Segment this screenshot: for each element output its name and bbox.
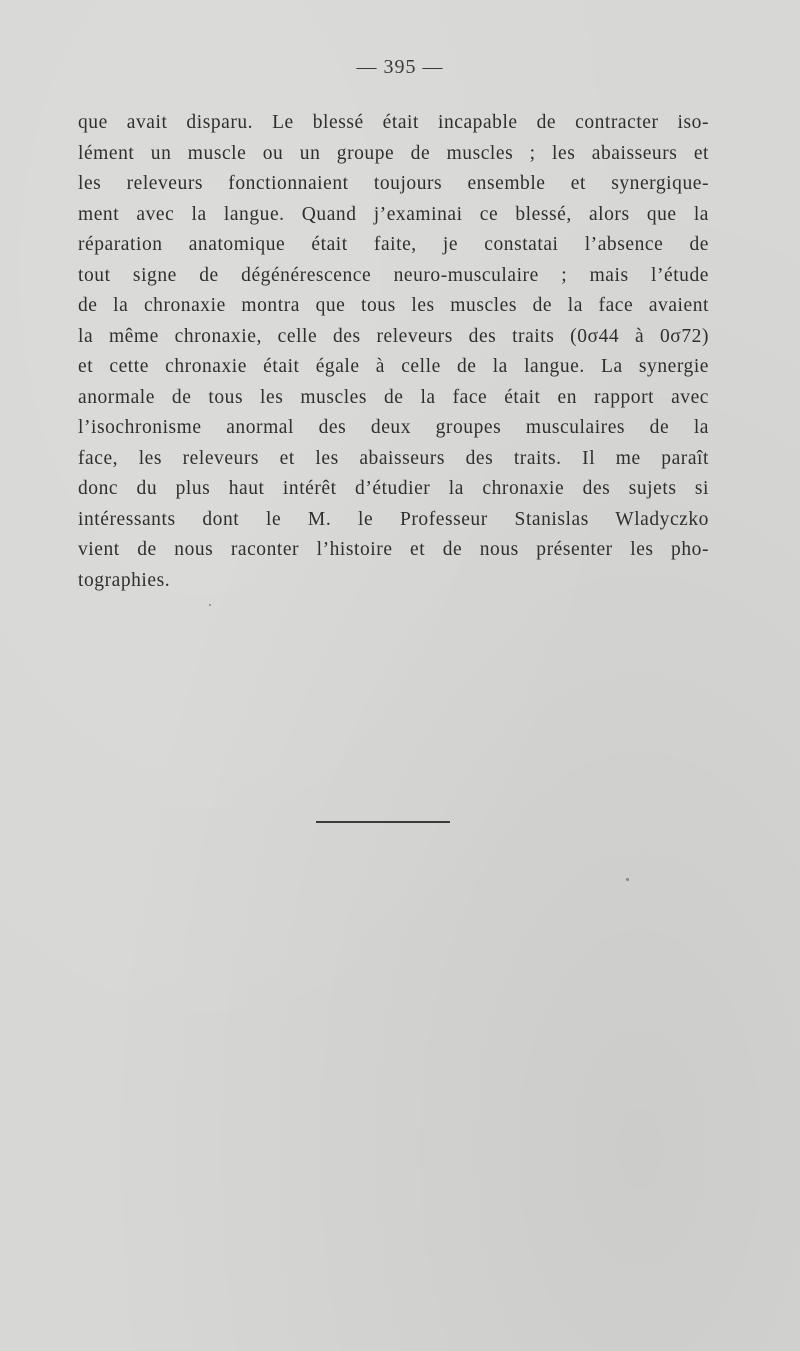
text-line: tout signe de dégénérescence neuro-musculaire ; mais l’étude — [78, 264, 709, 286]
paper-speck — [209, 604, 211, 606]
text-line: l’isochronisme anormal des deux groupes musculaires de la — [78, 417, 709, 438]
text-line: face, les releveurs et les abaisseurs des traits. Il me paraît — [78, 447, 709, 469]
body-paragraph — [78, 108, 709, 596]
text-line: la même chronaxie, celle des releveurs des traits (0σ44 à 0σ72) — [78, 325, 709, 347]
text-line: que avait disparu. Le blessé était incapable de contracter iso- — [78, 112, 709, 133]
text-line: vient de nous raconter l’histoire et de nous présenter les pho- — [78, 539, 709, 560]
paper-speck — [626, 878, 629, 881]
section-separator-rule — [316, 821, 450, 823]
page-number: — 395 — — [356, 56, 444, 78]
text-line: lément un muscle ou un groupe de muscles ; les abaisseurs et — [78, 142, 709, 164]
text-line: et cette chronaxie était égale à celle de la langue. La synergie — [78, 356, 709, 377]
text-line: anormale de tous les muscles de la face était en rapport avec — [78, 386, 709, 408]
text-line: intéressants dont le M. le Professeur Stanislas Wladyczko — [78, 508, 709, 530]
text-line: tographies. — [78, 569, 171, 591]
text-line: donc du plus haut intérêt d’étudier la chronaxie des sujets si — [78, 478, 709, 499]
text-line: les releveurs fonctionnaient toujours ensemble et synergique- — [78, 173, 709, 194]
text-line: de la chronaxie montra que tous les muscles de la face avaient — [78, 295, 709, 316]
text-line: réparation anatomique était faite, je constatai l’absence de — [78, 234, 709, 255]
text-line: ment avec la langue. Quand j’examinai ce blessé, alors que la — [78, 203, 709, 225]
